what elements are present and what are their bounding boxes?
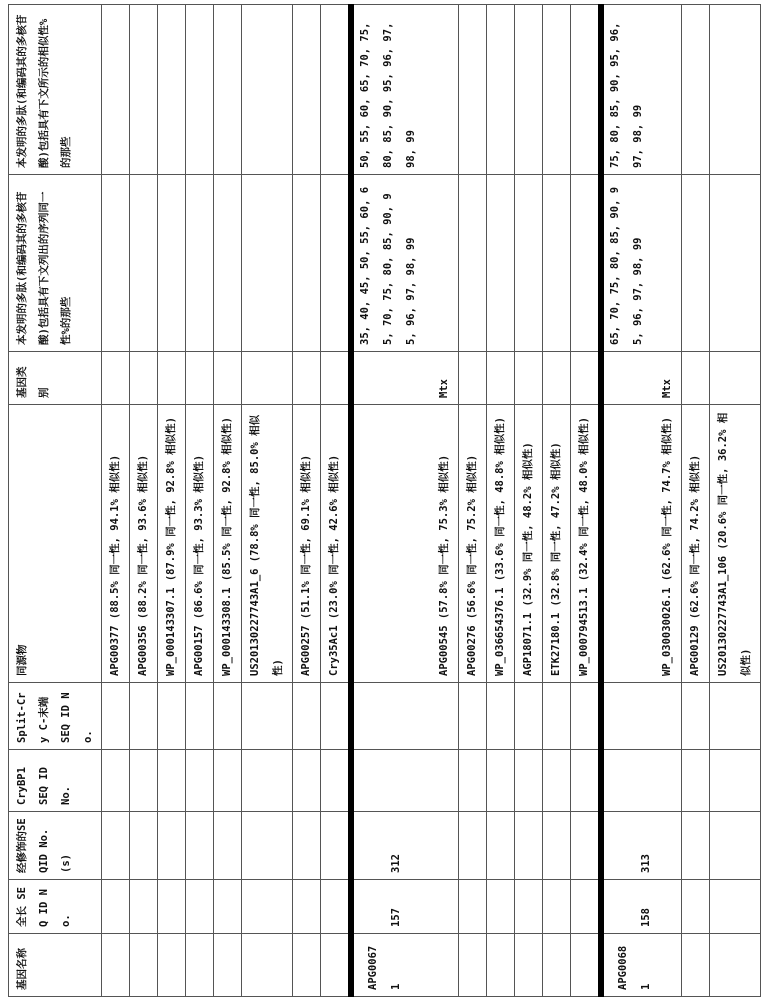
gene-class-cell — [293, 352, 321, 405]
similarity-cell — [293, 5, 321, 175]
split-cry-cell — [601, 683, 682, 750]
gene-class-cell — [130, 352, 158, 405]
table-row — [601, 5, 682, 997]
crybp1-cell — [459, 750, 487, 812]
gene-name: APG00681 — [612, 943, 658, 990]
header-full-length: 全长 SEQ ID No. — [9, 880, 102, 934]
homolog-cell: WP_030030026.1 (62.6% 同一性, 74.7% 相似性) — [601, 405, 682, 683]
modified-cell — [158, 812, 186, 880]
gene-name-cell — [186, 934, 214, 997]
gene-name-cell — [321, 934, 352, 997]
identity-cell: 65, 70, 75, 80, 85, 90, 95, 96, 97, 98, 99 — [601, 175, 682, 352]
homolog-cell: APG00377 (88.5% 同一性, 94.1% 相似性) — [102, 405, 130, 683]
homolog-cell: WP_000794513.1 (32.4% 同一性, 48.0% 相似性) — [571, 405, 602, 683]
gene-class-cell: Mtx — [351, 352, 459, 405]
gene-name-cell — [571, 934, 602, 997]
gene-name-cell — [130, 934, 158, 997]
table-row — [293, 5, 321, 997]
table-row — [459, 5, 487, 997]
full-length-cell — [242, 880, 293, 934]
gene-name-cell — [682, 934, 710, 997]
table-row — [515, 5, 543, 997]
modified-cell — [710, 812, 761, 880]
identity-cell — [710, 175, 761, 352]
full-length-cell — [130, 880, 158, 934]
gene-class-cell — [543, 352, 571, 405]
full-length-cell — [571, 880, 602, 934]
modified-cell — [571, 812, 602, 880]
table-row — [158, 5, 186, 997]
header-gene-class: 基因类别 — [9, 352, 102, 405]
homolog-cell: APG00545 (57.8% 同一性, 75.3% 相似性) — [351, 405, 459, 683]
crybp1-cell — [543, 750, 571, 812]
table-row — [710, 5, 761, 997]
homolog-cell: AGP18071.1 (32.9% 同一性, 48.2% 相似性) — [515, 405, 543, 683]
gene-name-cell — [459, 934, 487, 997]
gene-name: APG00671 — [362, 943, 408, 990]
split-cry-cell — [102, 683, 130, 750]
table-row — [571, 5, 602, 997]
gene-class-cell — [242, 352, 293, 405]
gene-class-cell — [710, 352, 761, 405]
split-cry-cell — [214, 683, 242, 750]
table-row — [102, 5, 130, 997]
crybp1-cell — [601, 750, 682, 812]
similarity-cell — [214, 5, 242, 175]
crybp1-cell — [293, 750, 321, 812]
crybp1-cell — [710, 750, 761, 812]
split-cry-cell — [130, 683, 158, 750]
identity-cell — [186, 175, 214, 352]
crybp1-cell — [158, 750, 186, 812]
crybp1-cell — [242, 750, 293, 812]
split-cry-cell — [710, 683, 761, 750]
identity-cell — [682, 175, 710, 352]
homolog-cell: WP_000143308.1 (85.5% 同一性, 92.8% 相似性) — [214, 405, 242, 683]
full-length-cell — [293, 880, 321, 934]
gene-class-cell — [102, 352, 130, 405]
crybp1-cell — [186, 750, 214, 812]
header-modified: 经修饰的SEQID No.(s) — [9, 812, 102, 880]
full-length-cell — [186, 880, 214, 934]
header-gene-name: 基因名称 — [9, 934, 102, 997]
gene-class-cell — [487, 352, 515, 405]
split-cry-cell — [571, 683, 602, 750]
crybp1-cell — [515, 750, 543, 812]
homolog-cell: APG00129 (62.6% 同一性, 74.2% 相似性) — [682, 405, 710, 683]
gene-name-cell — [710, 934, 761, 997]
full-length-cell — [102, 880, 130, 934]
full-length-cell — [459, 880, 487, 934]
rotated-page — [0, 0, 649, 1000]
full-length-cell — [682, 880, 710, 934]
gene-name-cell — [601, 934, 682, 997]
table-row — [487, 5, 515, 997]
header-crybp1: CryBP1 SEQ ID No. — [9, 750, 102, 812]
similarity-cell — [321, 5, 352, 175]
full-length-cell — [710, 880, 761, 934]
identity-cell — [515, 175, 543, 352]
modified-cell — [459, 812, 487, 880]
modified-cell: 312 — [351, 812, 459, 880]
gene-name-cell — [543, 934, 571, 997]
full-length-cell: 158 — [601, 880, 682, 934]
similarity-cell — [158, 5, 186, 175]
modified-cell: 313 — [601, 812, 682, 880]
gene-class-cell: Mtx — [601, 352, 682, 405]
homolog-cell: APG00276 (56.6% 同一性, 75.2% 相似性) — [459, 405, 487, 683]
split-cry-cell — [351, 683, 459, 750]
full-length-cell — [321, 880, 352, 934]
modified-cell — [130, 812, 158, 880]
crybp1-cell — [130, 750, 158, 812]
identity-cell — [571, 175, 602, 352]
split-cry-cell — [543, 683, 571, 750]
identity-cell — [293, 175, 321, 352]
split-cry-cell — [682, 683, 710, 750]
gene-class-cell — [682, 352, 710, 405]
gene-class-cell — [186, 352, 214, 405]
similarity-cell — [459, 5, 487, 175]
crybp1-cell — [321, 750, 352, 812]
homolog-cell: US20130227743A1_106 (20.6% 同一性, 36.2% 相似性) — [710, 405, 761, 683]
gene-class-cell — [214, 352, 242, 405]
gene-name-cell — [158, 934, 186, 997]
homolog-cell: APG00157 (86.6% 同一性, 93.3% 相似性) — [186, 405, 214, 683]
split-cry-cell — [186, 683, 214, 750]
identity-cell — [130, 175, 158, 352]
identity-cell — [242, 175, 293, 352]
homolog-cell: APG00257 (51.1% 同一性, 69.1% 相似性) — [293, 405, 321, 683]
modified-cell — [321, 812, 352, 880]
header-row — [9, 5, 102, 997]
modified-cell — [543, 812, 571, 880]
similarity-cell — [571, 5, 602, 175]
table-row — [214, 5, 242, 997]
modified-cell — [102, 812, 130, 880]
similarity-cell — [487, 5, 515, 175]
identity-cell — [543, 175, 571, 352]
similarity-cell — [130, 5, 158, 175]
similarity-cell — [102, 5, 130, 175]
split-cry-cell — [487, 683, 515, 750]
table-row — [186, 5, 214, 997]
similarity-cell — [186, 5, 214, 175]
full-length-cell — [214, 880, 242, 934]
table-row — [321, 5, 352, 997]
split-cry-cell — [459, 683, 487, 750]
gene-name-cell — [487, 934, 515, 997]
similarity-cell — [515, 5, 543, 175]
crybp1-cell — [214, 750, 242, 812]
gene-class-cell — [515, 352, 543, 405]
identity-cell — [214, 175, 242, 352]
similarity-cell — [242, 5, 293, 175]
crybp1-cell — [351, 750, 459, 812]
gene-name-cell — [214, 934, 242, 997]
table-row — [242, 5, 293, 997]
modified-cell — [186, 812, 214, 880]
modified-cell — [682, 812, 710, 880]
gene-homolog-table — [8, 4, 761, 997]
similarity-cell: 50, 55, 60, 65, 70, 75, 80, 85, 90, 95, 96, 97, 98, 99 — [351, 5, 459, 175]
gene-name-cell — [293, 934, 321, 997]
crybp1-cell — [571, 750, 602, 812]
modified-cell — [214, 812, 242, 880]
full-length-cell — [487, 880, 515, 934]
similarity-cell: 75, 80, 85, 90, 95, 96, 97, 98, 99 — [601, 5, 682, 175]
homolog-cell: WP_036654376.1 (33.6% 同一性, 48.8% 相似性) — [487, 405, 515, 683]
crybp1-cell — [682, 750, 710, 812]
gene-class-cell — [321, 352, 352, 405]
homolog-cell: US20130227743A1_6 (78.8% 同一性, 85.0% 相似性) — [242, 405, 293, 683]
homolog-cell: ETK27180.1 (32.8% 同一性, 47.2% 相似性) — [543, 405, 571, 683]
gene-name-cell — [242, 934, 293, 997]
table-row — [682, 5, 710, 997]
split-cry-cell — [515, 683, 543, 750]
modified-cell — [293, 812, 321, 880]
identity-cell — [487, 175, 515, 352]
full-length-cell — [515, 880, 543, 934]
modified-cell — [515, 812, 543, 880]
split-cry-cell — [321, 683, 352, 750]
similarity-cell — [710, 5, 761, 175]
table-row — [130, 5, 158, 997]
similarity-cell — [543, 5, 571, 175]
table-row — [351, 5, 459, 997]
full-length-cell: 157 — [351, 880, 459, 934]
header-similarity: 本发明的多肽(和编码其的多核苷酸)包括具有下文所示的相似性%的那些 — [9, 5, 102, 175]
header-homolog: 同源物 — [9, 405, 102, 683]
homolog-cell: WP_000143307.1 (87.9% 同一性, 92.8% 相似性) — [158, 405, 186, 683]
split-cry-cell — [158, 683, 186, 750]
full-length-cell — [543, 880, 571, 934]
split-cry-cell — [293, 683, 321, 750]
similarity-cell — [682, 5, 710, 175]
modified-cell — [487, 812, 515, 880]
homolog-cell: APG00356 (88.2% 同一性, 93.6% 相似性) — [130, 405, 158, 683]
gene-class-cell — [158, 352, 186, 405]
table-row — [543, 5, 571, 997]
gene-name-cell — [102, 934, 130, 997]
identity-cell: 35, 40, 45, 50, 55, 60, 65, 70, 75, 80, 85, 90, 95, 96, 97, 98, 99 — [351, 175, 459, 352]
identity-cell — [158, 175, 186, 352]
modified-cell — [242, 812, 293, 880]
crybp1-cell — [487, 750, 515, 812]
gene-name-cell — [351, 934, 459, 997]
identity-cell — [459, 175, 487, 352]
header-identity: 本发明的多肽(和编码其的多核苷酸)包括具有下文列出的序列同一性%的那些 — [9, 175, 102, 352]
gene-class-cell — [571, 352, 602, 405]
header-split-cry: Split-Cry C-末端 SEQ ID No. — [9, 683, 102, 750]
split-cry-cell — [242, 683, 293, 750]
full-length-cell — [158, 880, 186, 934]
gene-name-cell — [515, 934, 543, 997]
homolog-cell: Cry35Ac1 (23.0% 同一性, 42.6% 相似性) — [321, 405, 352, 683]
identity-cell — [102, 175, 130, 352]
identity-cell — [321, 175, 352, 352]
crybp1-cell — [102, 750, 130, 812]
gene-class-cell — [459, 352, 487, 405]
